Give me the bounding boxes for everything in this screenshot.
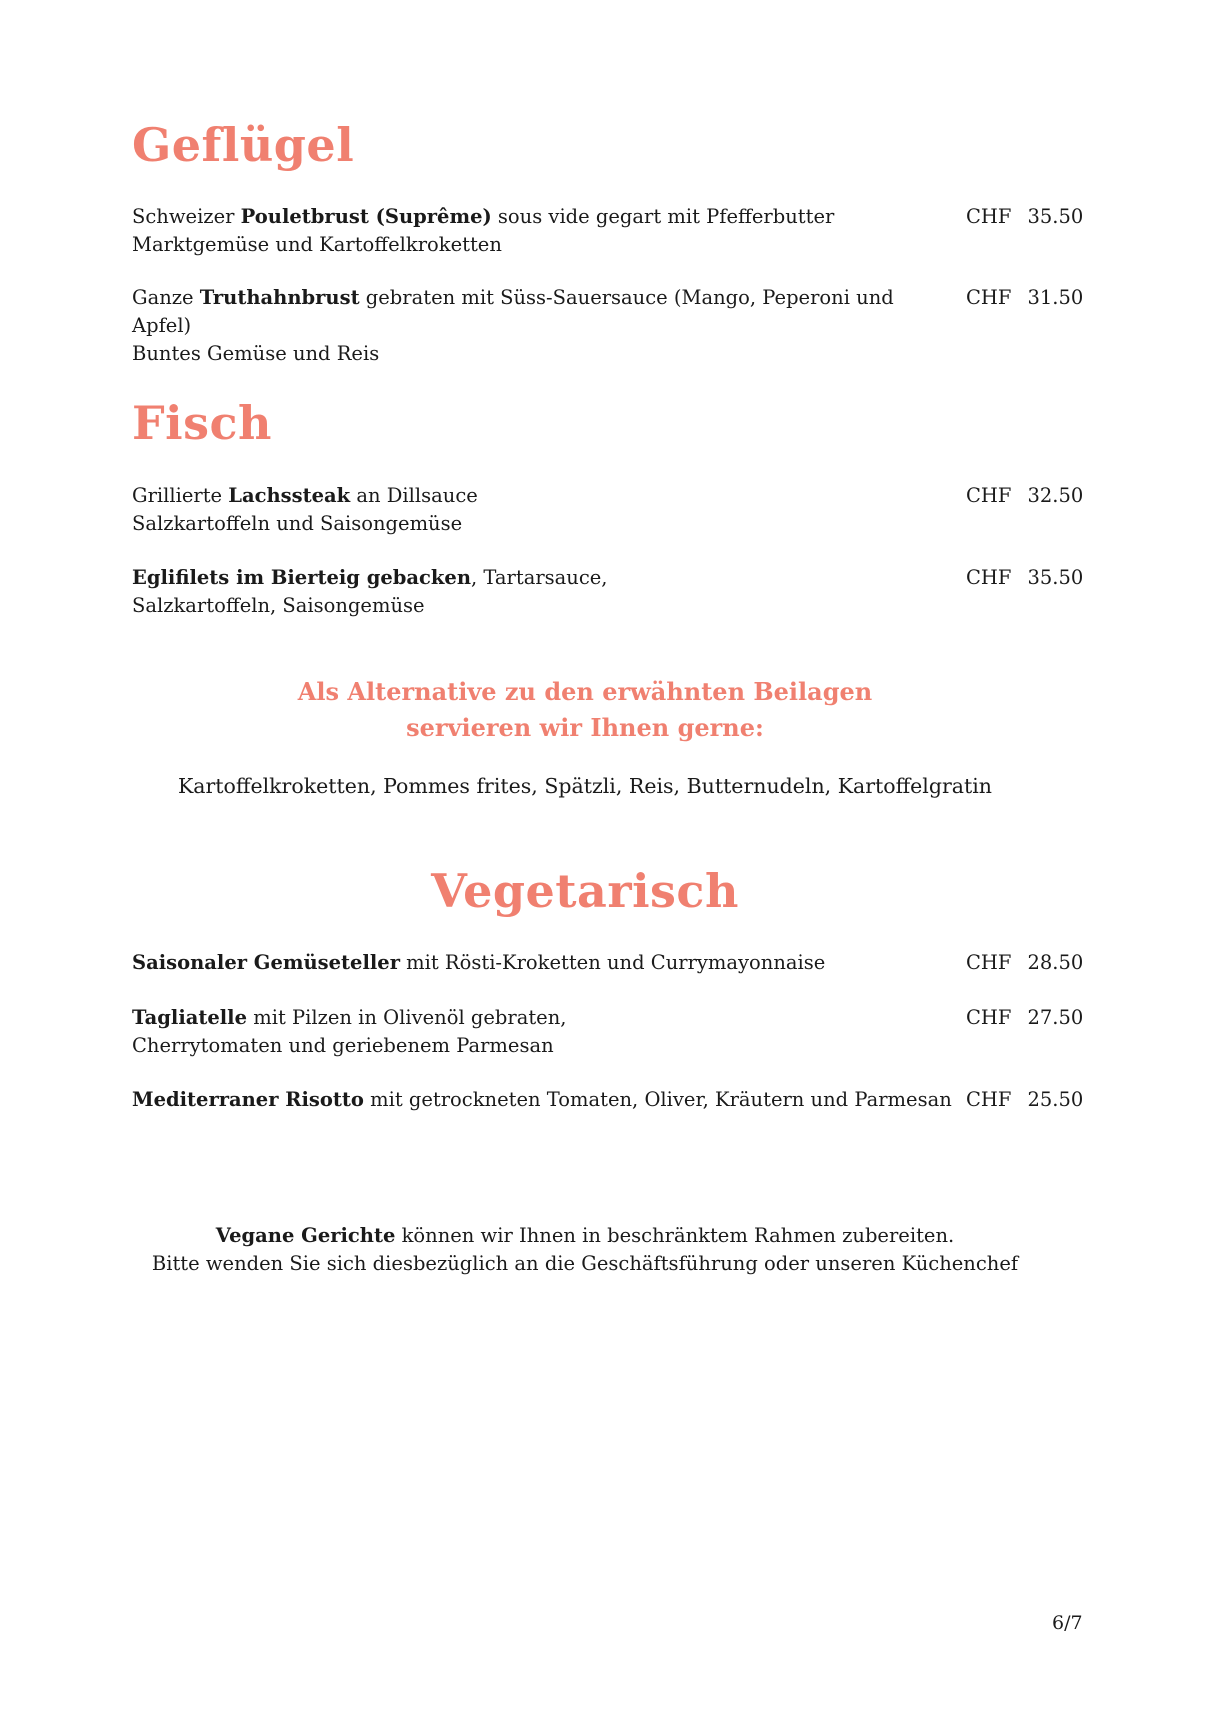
currency-label: CHF — [966, 1088, 1012, 1111]
dish-text-post: , Tartarsauce, — [471, 566, 608, 589]
dish-sides: Marktgemüse und Kartoffelkroketten — [132, 233, 502, 256]
dish-name: Mediterraner Risotto — [132, 1088, 364, 1111]
alternative-sides-list: Kartoffelkroketten, Pommes frites, Spätzli, Reis, Butternudeln, Kartoffelgratin — [177, 774, 993, 798]
dish-item-risotto — [132, 1086, 1132, 1114]
dish-name: Lachssteak — [228, 484, 351, 507]
dish-description — [132, 482, 952, 538]
currency-label: CHF — [966, 205, 1012, 228]
dish-description — [132, 1086, 952, 1114]
dish-text-pre: Ganze — [132, 286, 200, 309]
vegan-note-text: können wir Ihnen in beschränktem Rahmen zubereiten. — [395, 1224, 955, 1247]
currency-label: CHF — [966, 566, 1012, 589]
price-amount: 35.50 — [1027, 205, 1084, 228]
dish-text-post: mit Rösti-Kroketten und Currymayonnaise — [399, 951, 826, 974]
dish-sides: Salzkartoffeln und Saisongemüse — [132, 512, 463, 535]
dish-item-pouletbrust — [132, 203, 1132, 259]
dish-description — [132, 949, 952, 977]
section-title-gefluegel: Geflügel — [132, 118, 355, 172]
dish-sides: Cherrytomaten und geriebenem Parmesan — [132, 1034, 554, 1057]
dish-text-pre: Schweizer — [132, 205, 241, 228]
price-amount: 31.50 — [1027, 286, 1084, 309]
dish-text-post: mit Pilzen in Olivenöl gebraten, — [247, 1006, 567, 1029]
dish-name: Eglifilets im Bierteig gebacken — [132, 566, 472, 589]
dish-description — [132, 203, 952, 259]
dish-price — [966, 1086, 1083, 1114]
dish-item-eglifilets — [132, 564, 1132, 620]
dish-sides: Salzkartoffeln, Saisongemüse — [132, 594, 425, 617]
vegan-note-bold: Vegane Gerichte — [215, 1224, 396, 1247]
dish-text-post: sous vide gegart mit Pfefferbutter — [491, 205, 835, 228]
page-number: 6/7 — [1052, 1612, 1083, 1634]
dish-description — [132, 284, 952, 368]
dish-item-tagliatelle — [132, 1004, 1132, 1060]
price-amount: 25.50 — [1027, 1088, 1084, 1111]
dish-price — [966, 949, 1083, 977]
section-title-vegetarisch: Vegetarisch — [431, 864, 739, 918]
dish-text-post: an Dillsauce — [350, 484, 478, 507]
dish-name: Saisonaler Gemüseteller — [132, 951, 400, 974]
dish-description — [132, 564, 952, 620]
dish-text-post: mit getrockneten Tomaten, Oliver, Kräutern und Parmesan — [363, 1088, 952, 1111]
dish-price — [966, 284, 1083, 312]
dish-text-pre: Grillierte — [132, 484, 229, 507]
dish-price — [966, 203, 1083, 231]
section-title-fisch: Fisch — [132, 396, 272, 450]
price-amount: 35.50 — [1027, 566, 1084, 589]
price-amount: 27.50 — [1027, 1006, 1084, 1029]
vegan-note — [0, 1222, 1170, 1278]
dish-name: Truthahnbrust — [199, 286, 360, 309]
dish-price — [966, 1004, 1083, 1032]
alternative-heading-line1: Als Alternative zu den erwähnten Beilagen — [297, 677, 873, 706]
dish-item-lachssteak — [132, 482, 1132, 538]
vegan-note-line2: Bitte wenden Sie sich diesbezüglich an die Geschäftsführung oder unseren Küchenchef — [151, 1252, 1019, 1275]
currency-label: CHF — [966, 951, 1012, 974]
currency-label: CHF — [966, 286, 1012, 309]
alternative-heading — [0, 674, 1170, 746]
dish-name: Tagliatelle — [132, 1006, 248, 1029]
dish-price — [966, 482, 1083, 510]
dish-item-truthahnbrust — [132, 284, 1132, 368]
dish-price — [966, 564, 1083, 592]
dish-text-post: gebraten mit Süss-Sauersauce (Mango, Peperoni und Apfel) — [132, 286, 894, 337]
dish-sides: Buntes Gemüse und Reis — [132, 342, 380, 365]
dish-item-gemueseteller — [132, 949, 1132, 977]
price-amount: 32.50 — [1027, 484, 1084, 507]
dish-description — [132, 1004, 952, 1060]
currency-label: CHF — [966, 484, 1012, 507]
currency-label: CHF — [966, 1006, 1012, 1029]
dish-name: Pouletbrust (Suprême) — [240, 205, 492, 228]
price-amount: 28.50 — [1027, 951, 1084, 974]
alternative-heading-line2: servieren wir Ihnen gerne: — [406, 713, 764, 742]
